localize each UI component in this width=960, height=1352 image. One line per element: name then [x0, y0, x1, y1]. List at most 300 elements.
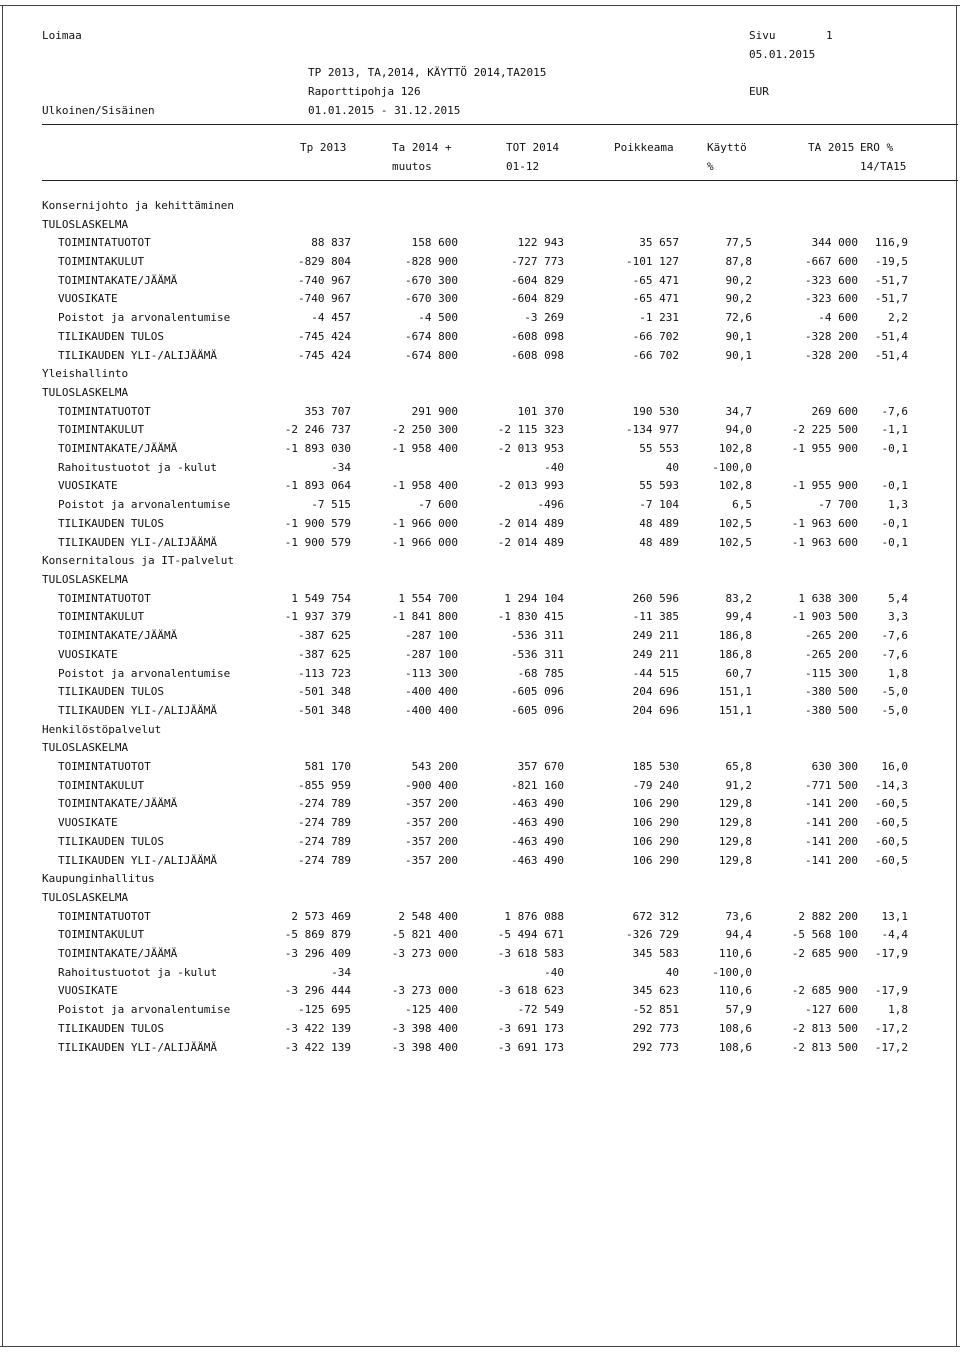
table-row — [0, 854, 960, 870]
row-label: TILIKAUDEN YLI-/ALIJÄÄMÄ — [58, 704, 217, 717]
cell-diff-pct: 1,8 — [888, 667, 908, 680]
cell-tp2013: -501 348 — [298, 704, 351, 717]
cell-tot2014: -5 494 671 — [497, 928, 564, 941]
col-header-diff-sub: 14/TA15 — [860, 160, 907, 173]
cell-ta2015: -2 225 500 — [791, 423, 858, 436]
cell-tot2014: 1 294 104 — [504, 592, 564, 605]
cell-tp2013: -274 789 — [298, 854, 351, 867]
cell-usage-pct: 102,5 — [718, 536, 752, 549]
row-label: TOIMINTATUOTOT — [58, 592, 151, 605]
row-label: TOIMINTATUOTOT — [58, 760, 151, 773]
cell-deviation: 292 773 — [632, 1022, 679, 1035]
cell-ta2015: 1 638 300 — [798, 592, 858, 605]
row-label: TOIMINTAKULUT — [58, 779, 145, 792]
cell-tot2014: -2 014 489 — [497, 517, 564, 530]
cell-ta2014: 1 554 700 — [398, 592, 458, 605]
cell-deviation: 345 583 — [632, 947, 679, 960]
cell-diff-pct: -0,1 — [881, 536, 908, 549]
cell-ta2014: -5 821 400 — [391, 928, 458, 941]
cell-ta2015: -667 600 — [805, 255, 858, 268]
cell-tot2014: -463 490 — [511, 854, 564, 867]
cell-tp2013: -4 457 — [311, 311, 351, 324]
cell-usage-pct: -100,0 — [712, 966, 752, 979]
cell-diff-pct: -14,3 — [874, 779, 908, 792]
cell-diff-pct: -60,5 — [874, 816, 908, 829]
cell-ta2015: -141 200 — [805, 854, 858, 867]
section-title: Konsernijohto ja kehittäminen — [42, 199, 235, 212]
report-date: 05.01.2015 — [749, 48, 816, 61]
cell-tot2014: -536 311 — [511, 629, 564, 642]
col-header-usage-sub: % — [707, 160, 714, 173]
cell-usage-pct: -100,0 — [712, 461, 752, 474]
cell-diff-pct: 13,1 — [881, 910, 908, 923]
cell-ta2015: -1 955 900 — [791, 479, 858, 492]
cell-tot2014: 1 876 088 — [504, 910, 564, 923]
cell-tp2013: -7 515 — [311, 498, 351, 511]
cell-diff-pct: 1,8 — [888, 1003, 908, 1016]
cell-tp2013: -501 348 — [298, 685, 351, 698]
cell-tp2013: -3 422 139 — [284, 1022, 351, 1035]
cell-ta2015: -7 700 — [818, 498, 858, 511]
row-label: TOIMINTAKULUT — [58, 928, 145, 941]
cell-tp2013: -829 804 — [298, 255, 351, 268]
cell-ta2014: -670 300 — [405, 274, 458, 287]
cell-usage-pct: 77,5 — [725, 236, 752, 249]
cell-ta2014: -1 966 000 — [391, 517, 458, 530]
cell-tp2013: -3 296 444 — [284, 984, 351, 997]
cell-tp2013: -5 869 879 — [284, 928, 351, 941]
cell-deviation: 106 290 — [632, 816, 679, 829]
cell-tp2013: 88 837 — [311, 236, 351, 249]
cell-tot2014: -604 829 — [511, 274, 564, 287]
cell-usage-pct: 108,6 — [718, 1022, 752, 1035]
cell-deviation: -11 385 — [632, 610, 679, 623]
cell-deviation: 672 312 — [632, 910, 679, 923]
cell-tp2013: 353 707 — [304, 405, 351, 418]
cell-deviation: 185 530 — [632, 760, 679, 773]
cell-tp2013: -745 424 — [298, 330, 351, 343]
cell-tot2014: -3 269 — [524, 311, 564, 324]
row-label: TILIKAUDEN YLI-/ALIJÄÄMÄ — [58, 854, 217, 867]
section-title: Kaupunginhallitus — [42, 872, 155, 885]
table-row — [0, 760, 960, 776]
cell-ta2015: -141 200 — [805, 816, 858, 829]
report-title: TP 2013, TA,2014, KÄYTTÖ 2014,TA2015 — [308, 66, 547, 79]
cell-ta2014: -287 100 — [405, 629, 458, 642]
cell-tp2013: -1 900 579 — [284, 517, 351, 530]
section-subtitle: TULOSLASKELMA — [42, 573, 129, 586]
cell-tp2013: -2 246 737 — [284, 423, 351, 436]
cell-ta2015: -1 955 900 — [791, 442, 858, 455]
table-row — [0, 592, 960, 608]
cell-usage-pct: 6,5 — [732, 498, 752, 511]
row-label: VUOSIKATE — [58, 816, 118, 829]
cell-usage-pct: 60,7 — [725, 667, 752, 680]
table-row — [0, 1022, 960, 1038]
row-label: TILIKAUDEN YLI-/ALIJÄÄMÄ — [58, 349, 217, 362]
cell-usage-pct: 90,2 — [725, 292, 752, 305]
cell-tot2014: -3 691 173 — [497, 1041, 564, 1054]
cell-deviation: -326 729 — [626, 928, 679, 941]
cell-ta2014: -3 398 400 — [391, 1022, 458, 1035]
cell-tot2014: -2 013 953 — [497, 442, 564, 455]
cell-usage-pct: 186,8 — [718, 629, 752, 642]
row-label: TILIKAUDEN TULOS — [58, 1022, 164, 1035]
table-row — [0, 835, 960, 851]
cell-deviation: 204 696 — [632, 685, 679, 698]
row-label: TOIMINTAKATE/JÄÄMÄ — [58, 274, 178, 287]
cell-diff-pct: -0,1 — [881, 442, 908, 455]
cell-deviation: -1 231 — [639, 311, 679, 324]
cell-deviation: 249 211 — [632, 648, 679, 661]
cell-ta2014: 2 548 400 — [398, 910, 458, 923]
cell-ta2015: -4 600 — [818, 311, 858, 324]
row-label: TOIMINTATUOTOT — [58, 405, 151, 418]
cell-tp2013: -125 695 — [298, 1003, 351, 1016]
cell-deviation: 48 489 — [639, 536, 679, 549]
row-label: Poistot ja arvonalentumise — [58, 311, 231, 324]
cell-diff-pct: -4,4 — [881, 928, 908, 941]
table-row — [0, 704, 960, 720]
cell-usage-pct: 129,8 — [718, 797, 752, 810]
cell-tot2014: -604 829 — [511, 292, 564, 305]
cell-deviation: 204 696 — [632, 704, 679, 717]
cell-ta2014: -2 250 300 — [391, 423, 458, 436]
cell-usage-pct: 102,8 — [718, 479, 752, 492]
cell-ta2015: -265 200 — [805, 648, 858, 661]
col-header-tp2013: Tp 2013 — [300, 141, 347, 154]
cell-tot2014: -68 785 — [517, 667, 564, 680]
cell-tp2013: -34 — [331, 966, 351, 979]
cell-tp2013: -113 723 — [298, 667, 351, 680]
section-title: Henkilöstöpalvelut — [42, 723, 162, 736]
cell-diff-pct: -51,7 — [874, 274, 908, 287]
cell-diff-pct: 1,3 — [888, 498, 908, 511]
cell-ta2014: -1 841 800 — [391, 610, 458, 623]
table-row — [0, 274, 960, 290]
cell-usage-pct: 110,6 — [718, 947, 752, 960]
cell-tot2014: -3 691 173 — [497, 1022, 564, 1035]
cell-ta2014: -670 300 — [405, 292, 458, 305]
currency: EUR — [749, 85, 769, 98]
cell-diff-pct: -17,9 — [874, 947, 908, 960]
row-label: TILIKAUDEN YLI-/ALIJÄÄMÄ — [58, 536, 217, 549]
cell-ta2014: -357 200 — [405, 835, 458, 848]
col-header-ta2015: TA 2015 — [808, 141, 855, 154]
cell-tot2014: -496 — [537, 498, 564, 511]
cell-ta2015: 2 882 200 — [798, 910, 858, 923]
table-row — [0, 629, 960, 645]
scope-label: Ulkoinen/Sisäinen — [42, 104, 155, 117]
cell-tp2013: -855 959 — [298, 779, 351, 792]
table-row — [0, 779, 960, 795]
col-header-deviation: Poikkeama — [614, 141, 674, 154]
cell-ta2015: -323 600 — [805, 292, 858, 305]
cell-usage-pct: 129,8 — [718, 835, 752, 848]
cell-diff-pct: -7,6 — [881, 648, 908, 661]
page-border-top — [0, 5, 960, 6]
table-row — [0, 255, 960, 271]
cell-ta2015: -115 300 — [805, 667, 858, 680]
cell-ta2014: 543 200 — [411, 760, 458, 773]
cell-usage-pct: 186,8 — [718, 648, 752, 661]
cell-ta2014: -4 500 — [418, 311, 458, 324]
cell-ta2015: 344 000 — [811, 236, 858, 249]
table-row — [0, 461, 960, 477]
cell-usage-pct: 91,2 — [725, 779, 752, 792]
cell-ta2015: -141 200 — [805, 835, 858, 848]
section-title: Konsernitalous ja IT-palvelut — [42, 554, 235, 567]
cell-usage-pct: 94,4 — [725, 928, 752, 941]
cell-ta2015: -5 568 100 — [791, 928, 858, 941]
cell-deviation: 345 623 — [632, 984, 679, 997]
cell-ta2014: -828 900 — [405, 255, 458, 268]
cell-deviation: 106 290 — [632, 854, 679, 867]
header-rule-bottom — [42, 180, 958, 181]
cell-ta2014: -3 273 000 — [391, 984, 458, 997]
cell-diff-pct: -51,4 — [874, 330, 908, 343]
col-header-ta2014-sub: muutos — [392, 160, 432, 173]
cell-tot2014: -40 — [544, 461, 564, 474]
table-row — [0, 311, 960, 327]
cell-ta2014: -3 398 400 — [391, 1041, 458, 1054]
cell-usage-pct: 72,6 — [725, 311, 752, 324]
cell-tp2013: -3 296 409 — [284, 947, 351, 960]
row-label: TOIMINTAKATE/JÄÄMÄ — [58, 629, 178, 642]
cell-tot2014: -2 014 489 — [497, 536, 564, 549]
cell-deviation: -44 515 — [632, 667, 679, 680]
cell-ta2015: -2 685 900 — [791, 947, 858, 960]
cell-diff-pct: -60,5 — [874, 854, 908, 867]
cell-tp2013: -3 422 139 — [284, 1041, 351, 1054]
col-header-tot2014: TOT 2014 — [506, 141, 559, 154]
cell-usage-pct: 151,1 — [718, 685, 752, 698]
cell-ta2014: -357 200 — [405, 816, 458, 829]
cell-tp2013: -274 789 — [298, 816, 351, 829]
cell-usage-pct: 108,6 — [718, 1041, 752, 1054]
cell-tot2014: -3 618 623 — [497, 984, 564, 997]
cell-deviation: -66 702 — [632, 349, 679, 362]
cell-ta2015: -1 963 600 — [791, 517, 858, 530]
table-row — [0, 423, 960, 439]
cell-ta2014: -1 958 400 — [391, 479, 458, 492]
section-subtitle: TULOSLASKELMA — [42, 891, 129, 904]
cell-tot2014: -821 160 — [511, 779, 564, 792]
cell-diff-pct: -60,5 — [874, 797, 908, 810]
cell-ta2015: 630 300 — [811, 760, 858, 773]
table-row — [0, 236, 960, 252]
cell-tp2013: -274 789 — [298, 835, 351, 848]
cell-ta2014: 158 600 — [411, 236, 458, 249]
table-row — [0, 405, 960, 421]
cell-deviation: 106 290 — [632, 797, 679, 810]
cell-deviation: -101 127 — [626, 255, 679, 268]
row-label: TOIMINTAKATE/JÄÄMÄ — [58, 442, 178, 455]
table-row — [0, 797, 960, 813]
cell-usage-pct: 129,8 — [718, 816, 752, 829]
cell-usage-pct: 151,1 — [718, 704, 752, 717]
cell-tp2013: -34 — [331, 461, 351, 474]
table-row — [0, 442, 960, 458]
cell-diff-pct: -51,4 — [874, 349, 908, 362]
page-number: 1 — [826, 29, 833, 42]
row-label: TOIMINTAKULUT — [58, 255, 145, 268]
cell-usage-pct: 90,1 — [725, 330, 752, 343]
cell-diff-pct: -0,1 — [881, 479, 908, 492]
row-label: TOIMINTAKATE/JÄÄMÄ — [58, 947, 178, 960]
section-subtitle: TULOSLASKELMA — [42, 741, 129, 754]
row-label: Rahoitustuotot ja -kulut — [58, 461, 217, 474]
cell-deviation: 292 773 — [632, 1041, 679, 1054]
cell-ta2014: -1 958 400 — [391, 442, 458, 455]
page-border-bottom — [0, 1346, 960, 1347]
col-header-tot2014-sub: 01-12 — [506, 160, 540, 173]
row-label: Rahoitustuotot ja -kulut — [58, 966, 217, 979]
table-row — [0, 498, 960, 514]
cell-usage-pct: 65,8 — [725, 760, 752, 773]
row-label: TOIMINTAKULUT — [58, 610, 145, 623]
cell-tp2013: -1 893 064 — [284, 479, 351, 492]
table-row — [0, 330, 960, 346]
row-label: TOIMINTATUOTOT — [58, 910, 151, 923]
cell-tot2014: -1 830 415 — [497, 610, 564, 623]
cell-ta2014: -357 200 — [405, 854, 458, 867]
cell-tp2013: -387 625 — [298, 629, 351, 642]
cell-diff-pct: -1,1 — [881, 423, 908, 436]
cell-ta2014: -357 200 — [405, 797, 458, 810]
table-row — [0, 517, 960, 533]
cell-diff-pct: 16,0 — [881, 760, 908, 773]
cell-usage-pct: 99,4 — [725, 610, 752, 623]
cell-deviation: 55 553 — [639, 442, 679, 455]
cell-ta2015: -1 903 500 — [791, 610, 858, 623]
cell-diff-pct: -17,2 — [874, 1041, 908, 1054]
cell-tot2014: -2 013 993 — [497, 479, 564, 492]
cell-deviation: 55 593 — [639, 479, 679, 492]
table-row — [0, 966, 960, 982]
cell-diff-pct: -17,2 — [874, 1022, 908, 1035]
table-row — [0, 910, 960, 926]
cell-diff-pct: 3,3 — [888, 610, 908, 623]
cell-ta2014: -125 400 — [405, 1003, 458, 1016]
cell-ta2014: -400 400 — [405, 704, 458, 717]
cell-diff-pct: -51,7 — [874, 292, 908, 305]
cell-ta2015: -380 500 — [805, 704, 858, 717]
cell-deviation: 48 489 — [639, 517, 679, 530]
cell-ta2014: -674 800 — [405, 330, 458, 343]
cell-deviation: -52 851 — [632, 1003, 679, 1016]
cell-deviation: -134 977 — [626, 423, 679, 436]
cell-ta2014: -400 400 — [405, 685, 458, 698]
cell-tp2013: -387 625 — [298, 648, 351, 661]
row-label: Poistot ja arvonalentumise — [58, 667, 231, 680]
section-title: Yleishallinto — [42, 367, 129, 380]
cell-ta2014: -113 300 — [405, 667, 458, 680]
row-label: TOIMINTAKULUT — [58, 423, 145, 436]
cell-ta2014: -1 966 000 — [391, 536, 458, 549]
cell-ta2015: -127 600 — [805, 1003, 858, 1016]
cell-deviation: -7 104 — [639, 498, 679, 511]
cell-ta2015: -2 813 500 — [791, 1041, 858, 1054]
cell-ta2014: -3 273 000 — [391, 947, 458, 960]
table-row — [0, 479, 960, 495]
cell-deviation: 249 211 — [632, 629, 679, 642]
cell-tot2014: -605 096 — [511, 704, 564, 717]
cell-tp2013: 1 549 754 — [291, 592, 351, 605]
cell-tot2014: -727 773 — [511, 255, 564, 268]
cell-deviation: -65 471 — [632, 274, 679, 287]
cell-ta2014: -287 100 — [405, 648, 458, 661]
cell-usage-pct: 90,1 — [725, 349, 752, 362]
table-row — [0, 1041, 960, 1057]
cell-usage-pct: 90,2 — [725, 274, 752, 287]
org-name: Loimaa — [42, 29, 82, 42]
cell-deviation: -65 471 — [632, 292, 679, 305]
cell-tp2013: -740 967 — [298, 292, 351, 305]
report-period: 01.01.2015 - 31.12.2015 — [308, 104, 461, 117]
cell-usage-pct: 129,8 — [718, 854, 752, 867]
cell-tp2013: 2 573 469 — [291, 910, 351, 923]
cell-deviation: 106 290 — [632, 835, 679, 848]
cell-tp2013: -1 893 030 — [284, 442, 351, 455]
cell-tot2014: -40 — [544, 966, 564, 979]
row-label: TILIKAUDEN TULOS — [58, 835, 164, 848]
cell-tot2014: -463 490 — [511, 835, 564, 848]
section-subtitle: TULOSLASKELMA — [42, 218, 129, 231]
cell-ta2015: 269 600 — [811, 405, 858, 418]
row-label: VUOSIKATE — [58, 984, 118, 997]
cell-ta2015: -1 963 600 — [791, 536, 858, 549]
cell-diff-pct: -17,9 — [874, 984, 908, 997]
cell-usage-pct: 73,6 — [725, 910, 752, 923]
cell-ta2014: -7 600 — [418, 498, 458, 511]
header-rule-top — [42, 124, 958, 125]
cell-tot2014: -463 490 — [511, 816, 564, 829]
cell-tot2014: -608 098 — [511, 349, 564, 362]
cell-diff-pct: 2,2 — [888, 311, 908, 324]
cell-ta2015: -323 600 — [805, 274, 858, 287]
cell-ta2015: -2 685 900 — [791, 984, 858, 997]
col-header-usage: Käyttö — [707, 141, 747, 154]
table-row — [0, 1003, 960, 1019]
row-label: VUOSIKATE — [58, 648, 118, 661]
table-row — [0, 816, 960, 832]
cell-diff-pct: -60,5 — [874, 835, 908, 848]
row-label: TOIMINTAKATE/JÄÄMÄ — [58, 797, 178, 810]
cell-deviation: 260 596 — [632, 592, 679, 605]
cell-diff-pct: -7,6 — [881, 405, 908, 418]
table-row — [0, 648, 960, 664]
cell-tot2014: -3 618 583 — [497, 947, 564, 960]
cell-tp2013: -740 967 — [298, 274, 351, 287]
row-label: VUOSIKATE — [58, 292, 118, 305]
cell-ta2015: -2 813 500 — [791, 1022, 858, 1035]
cell-usage-pct: 34,7 — [725, 405, 752, 418]
cell-ta2014: 291 900 — [411, 405, 458, 418]
cell-usage-pct: 87,8 — [725, 255, 752, 268]
cell-tp2013: -1 937 379 — [284, 610, 351, 623]
cell-usage-pct: 102,5 — [718, 517, 752, 530]
cell-usage-pct: 94,0 — [725, 423, 752, 436]
cell-tot2014: -605 096 — [511, 685, 564, 698]
cell-tot2014: -463 490 — [511, 797, 564, 810]
row-label: TILIKAUDEN YLI-/ALIJÄÄMÄ — [58, 1041, 217, 1054]
cell-tot2014: -2 115 323 — [497, 423, 564, 436]
cell-diff-pct: 5,4 — [888, 592, 908, 605]
cell-tot2014: 122 943 — [517, 236, 564, 249]
cell-tp2013: -1 900 579 — [284, 536, 351, 549]
cell-deviation: -66 702 — [632, 330, 679, 343]
